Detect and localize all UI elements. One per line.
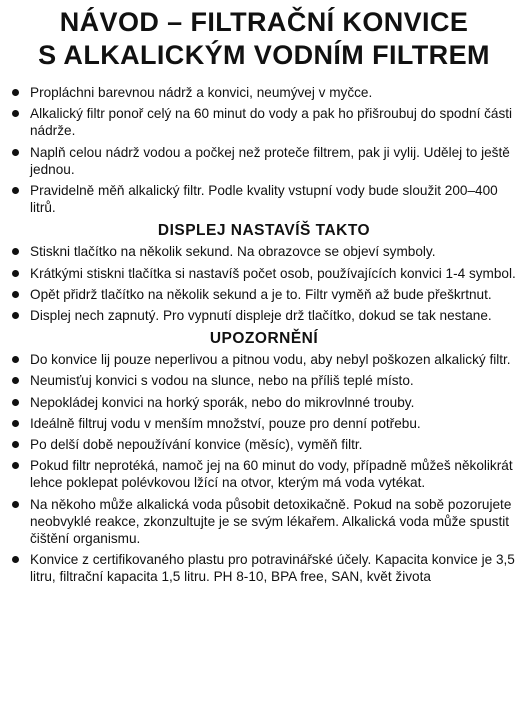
list-item: Po delší době nepoužívání konvice (měsíc), vyměň filtr.: [10, 436, 518, 453]
display-list: [10, 243, 518, 324]
list-item: Neumisťuj konvici s vodou na slunce, nebo na příliš teplé místo.: [10, 372, 518, 389]
list-item: Nepokládej konvici na horký sporák, nebo do mikrovlnné trouby.: [10, 394, 518, 411]
warnings-section-heading: UPOZORNĚNÍ: [209, 330, 319, 348]
list-item: Naplň celou nádrž vodou a počkej než proteče filtrem, pak ji vylij. Udělej to ještě jednou.: [10, 144, 518, 178]
intro-list: [10, 84, 518, 216]
list-item: Ideálně filtruj vodu v menším množství, pouze pro denní potřebu.: [10, 415, 518, 432]
list-item: Stiskni tlačítko na několik sekund. Na obrazovce se objeví symboly.: [10, 243, 518, 260]
list-item: Displej nech zapnutý. Pro vypnutí displeje drž tlačítko, dokud se tak nestane.: [10, 307, 518, 324]
list-item: Na někoho může alkalická voda působit detoxikačně. Pokud na sobě pozorujete neobvyklé reakce, zkonzultujte je se svým lékařem. Alkalická voda může spustit čištění organismu.: [10, 496, 518, 548]
display-section-heading: DISPLEJ NASTAVÍŠ TAKTO: [157, 222, 371, 240]
list-item: Propláchni barevnou nádrž a konvici, neumývej v myčce.: [10, 84, 518, 101]
title-line-2: S ALKALICKÝM VODNÍM FILTREM: [38, 40, 490, 70]
warnings-list: [10, 351, 518, 585]
list-item: Pravidelně měň alkalický filtr. Podle kvality vstupní vody bude sloužit 200–400 litrů.: [10, 182, 518, 216]
document-title: [10, 6, 518, 72]
list-item: Krátkými stiskni tlačítka si nastavíš počet osob, používajících konvici 1-4 symbol.: [10, 265, 518, 282]
list-item: Do konvice lij pouze neperlivou a pitnou vodu, aby nebyl poškozen alkalický filtr.: [10, 351, 518, 368]
list-item: Alkalický filtr ponoř celý na 60 minut do vody a pak ho přišroubuj do spodní části nádrže.: [10, 105, 518, 139]
list-item: Opět přidrž tlačítko na několik sekund a je to. Filtr vyměň až bude přeškrtnut.: [10, 286, 518, 303]
list-item: Konvice z certifikovaného plastu pro potravinářské účely. Kapacita konvice je 3,5 litru, filtrační kapacita 1,5 litru. PH 8-10, BPA free, SAN, květ života: [10, 551, 518, 585]
list-item: Pokud filtr neprotéká, namoč jej na 60 minut do vody, případně můžeš několikrát lehce poklepat polévkovou lžící na otvor, kterým má voda vytékat.: [10, 457, 518, 491]
title-line-1: NÁVOD – FILTRAČNÍ KONVICE: [59, 7, 469, 37]
